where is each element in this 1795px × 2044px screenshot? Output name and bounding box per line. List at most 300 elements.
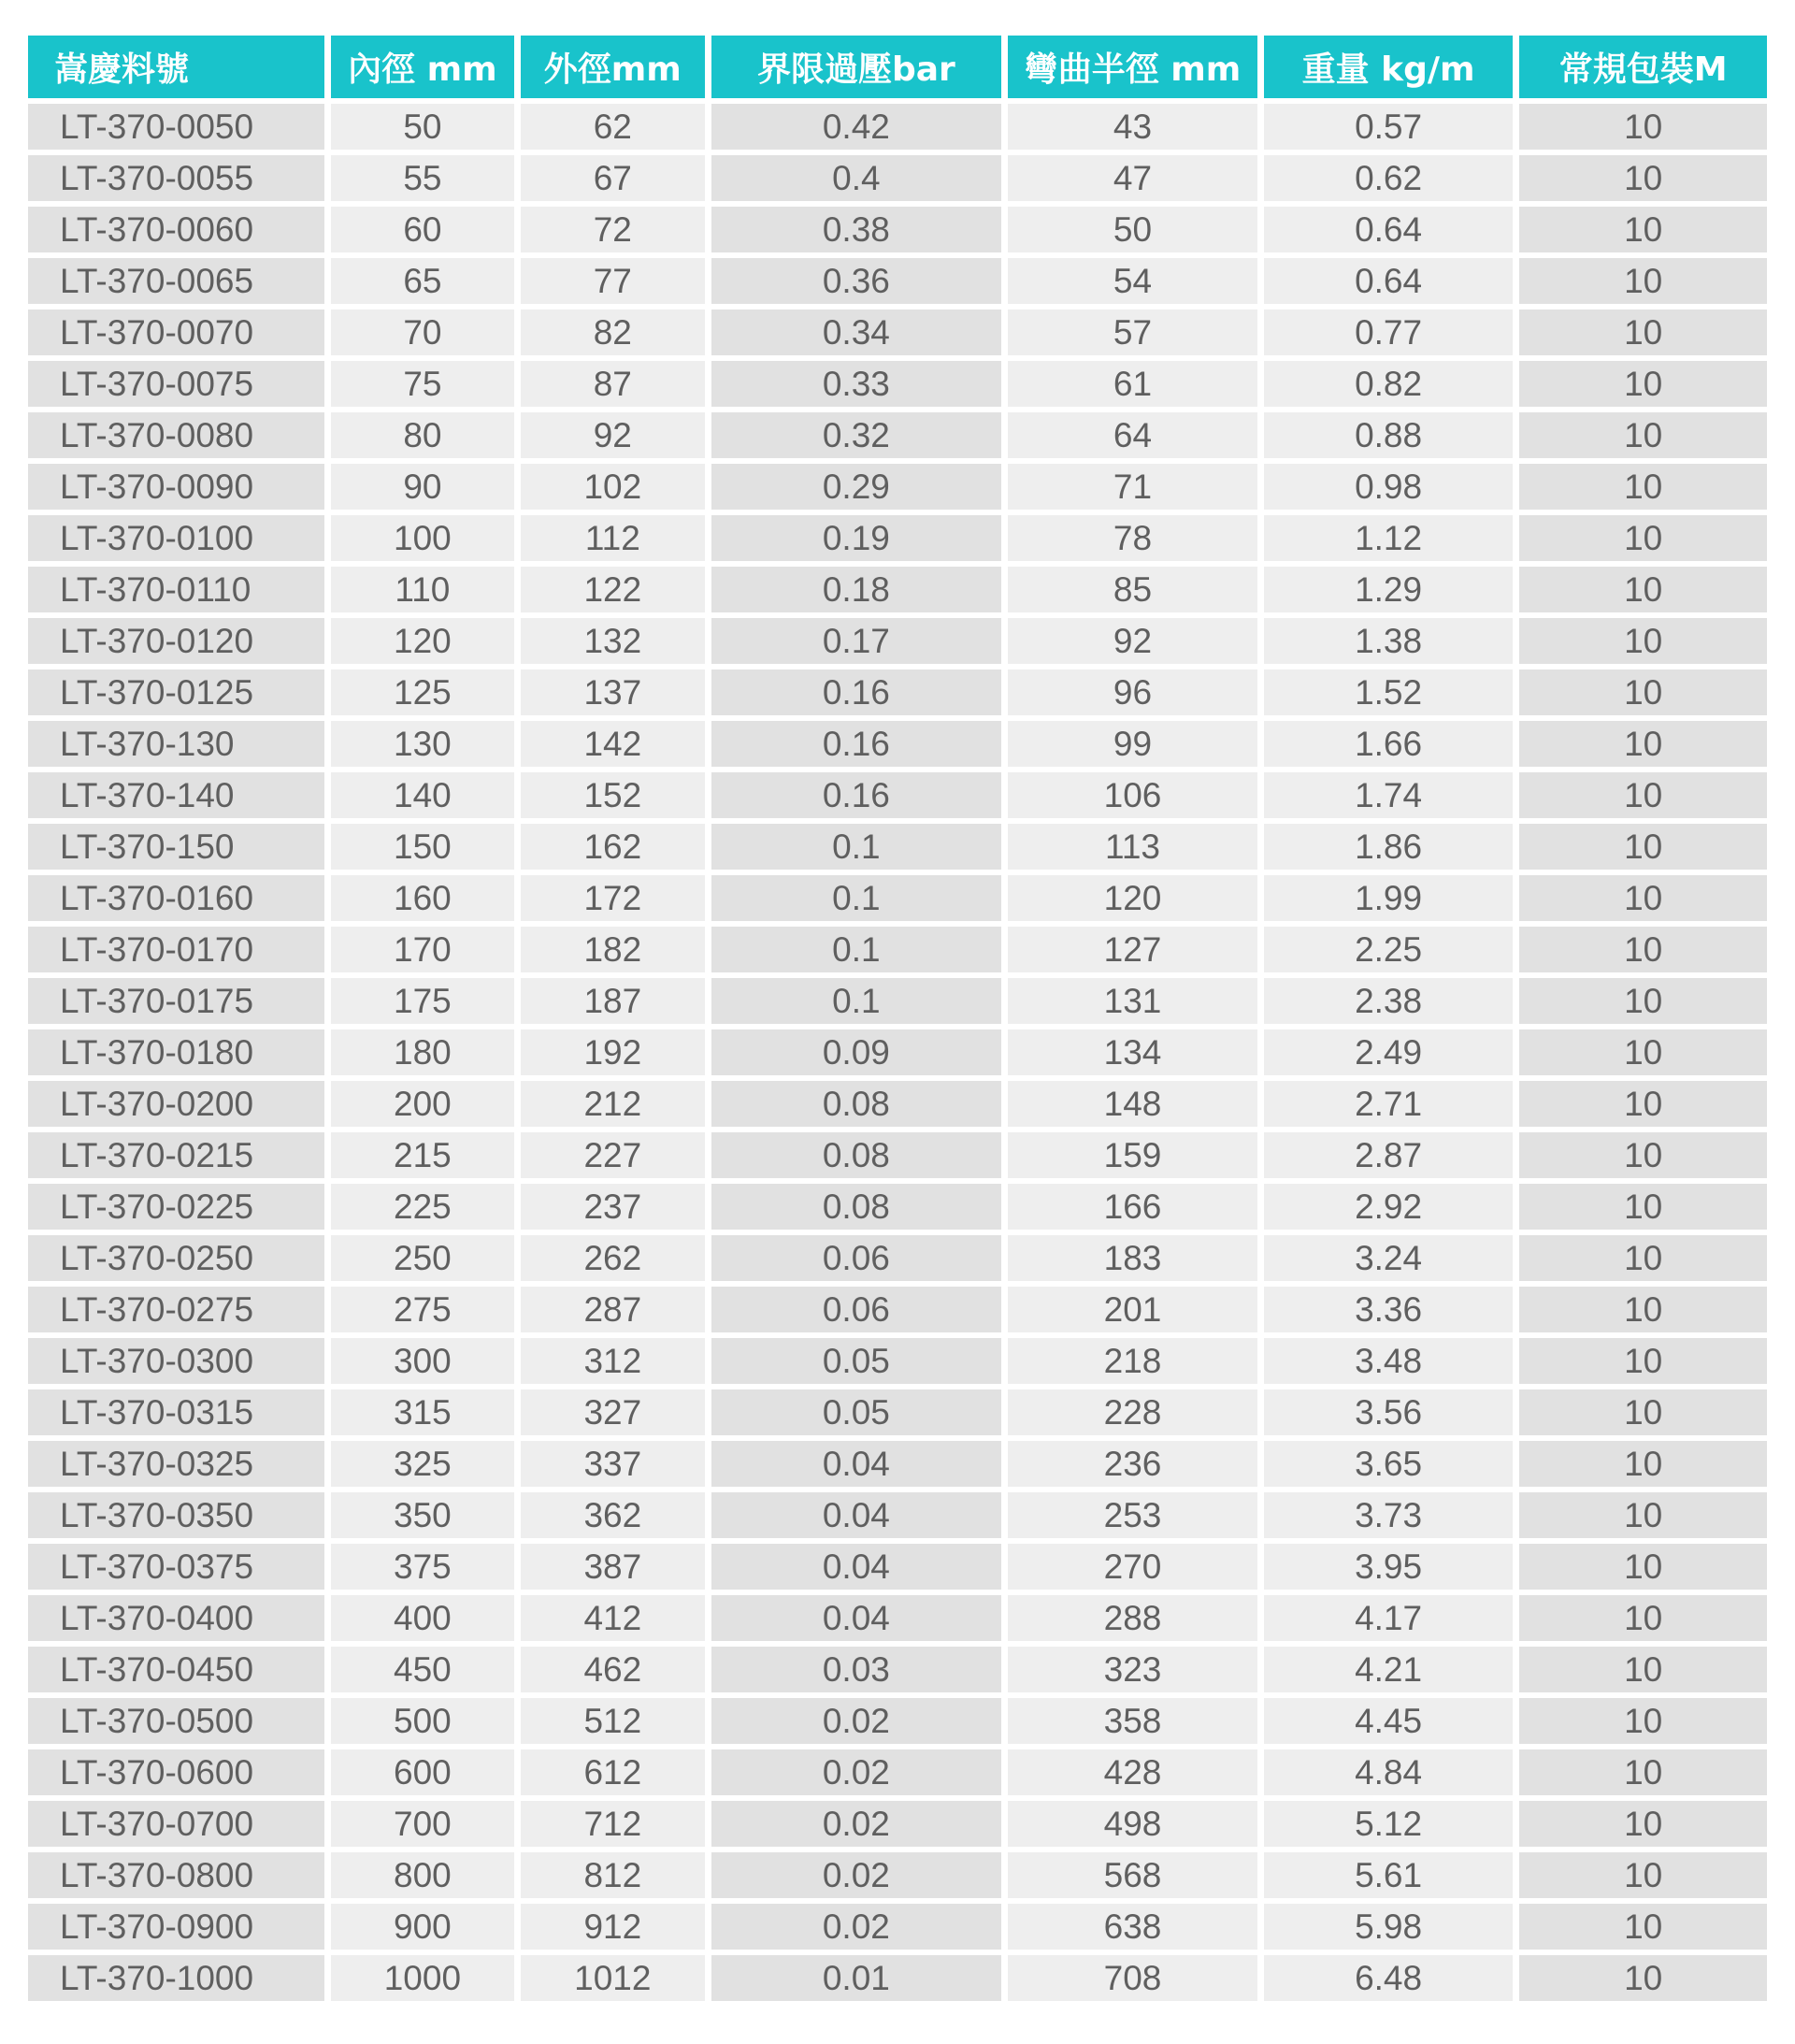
cell-package-length: 10 [1519, 515, 1767, 561]
table-row [28, 464, 1767, 510]
cell-part-number: LT-370-0215 [28, 1132, 324, 1178]
cell-limit-pressure: 0.04 [711, 1595, 1002, 1641]
cell-outer-diameter: 67 [521, 155, 704, 201]
cell-package-length: 10 [1519, 1647, 1767, 1692]
cell-bend-radius: 428 [1008, 1749, 1257, 1795]
cell-part-number: LT-370-0125 [28, 669, 324, 715]
header-row [28, 36, 1767, 98]
cell-outer-diameter: 462 [521, 1647, 704, 1692]
cell-limit-pressure: 0.03 [711, 1647, 1002, 1692]
cell-limit-pressure: 0.05 [711, 1338, 1002, 1384]
cell-limit-pressure: 0.29 [711, 464, 1002, 510]
cell-weight: 4.17 [1264, 1595, 1514, 1641]
cell-bend-radius: 113 [1008, 824, 1257, 870]
cell-inner-diameter: 120 [331, 618, 514, 664]
cell-package-length: 10 [1519, 1029, 1767, 1075]
cell-bend-radius: 270 [1008, 1544, 1257, 1590]
cell-package-length: 10 [1519, 207, 1767, 252]
cell-package-length: 10 [1519, 1955, 1767, 2001]
cell-outer-diameter: 92 [521, 412, 704, 458]
cell-inner-diameter: 150 [331, 824, 514, 870]
cell-weight: 0.62 [1264, 155, 1514, 201]
cell-inner-diameter: 250 [331, 1235, 514, 1281]
cell-part-number: LT-370-0055 [28, 155, 324, 201]
cell-weight: 4.84 [1264, 1749, 1514, 1795]
cell-part-number: LT-370-0900 [28, 1904, 324, 1950]
cell-package-length: 10 [1519, 1132, 1767, 1178]
cell-weight: 3.48 [1264, 1338, 1514, 1384]
cell-limit-pressure: 0.04 [711, 1441, 1002, 1487]
cell-outer-diameter: 337 [521, 1441, 704, 1487]
table-row [28, 1801, 1767, 1847]
cell-inner-diameter: 75 [331, 361, 514, 407]
table-row [28, 1184, 1767, 1230]
table-row [28, 1132, 1767, 1178]
cell-bend-radius: 358 [1008, 1698, 1257, 1744]
cell-outer-diameter: 132 [521, 618, 704, 664]
cell-limit-pressure: 0.33 [711, 361, 1002, 407]
cell-limit-pressure: 0.04 [711, 1544, 1002, 1590]
cell-outer-diameter: 262 [521, 1235, 704, 1281]
cell-outer-diameter: 212 [521, 1081, 704, 1127]
header-weight: 重量 kg/m [1264, 36, 1514, 98]
table-row [28, 1904, 1767, 1950]
cell-outer-diameter: 1012 [521, 1955, 704, 2001]
cell-limit-pressure: 0.02 [711, 1698, 1002, 1744]
table-row [28, 1492, 1767, 1538]
cell-package-length: 10 [1519, 669, 1767, 715]
cell-weight: 1.29 [1264, 567, 1514, 612]
table-row [28, 1081, 1767, 1127]
cell-bend-radius: 323 [1008, 1647, 1257, 1692]
table-row [28, 1029, 1767, 1075]
cell-package-length: 10 [1519, 1801, 1767, 1847]
cell-outer-diameter: 712 [521, 1801, 704, 1847]
cell-outer-diameter: 162 [521, 824, 704, 870]
table-row [28, 104, 1767, 150]
cell-limit-pressure: 0.16 [711, 772, 1002, 818]
cell-weight: 5.61 [1264, 1852, 1514, 1898]
cell-weight: 1.52 [1264, 669, 1514, 715]
table-body [28, 104, 1767, 2001]
cell-part-number: LT-370-0250 [28, 1235, 324, 1281]
cell-limit-pressure: 0.36 [711, 258, 1002, 304]
cell-inner-diameter: 800 [331, 1852, 514, 1898]
cell-package-length: 10 [1519, 978, 1767, 1024]
cell-outer-diameter: 412 [521, 1595, 704, 1641]
cell-bend-radius: 218 [1008, 1338, 1257, 1384]
cell-inner-diameter: 170 [331, 927, 514, 972]
cell-weight: 3.56 [1264, 1389, 1514, 1435]
cell-inner-diameter: 50 [331, 104, 514, 150]
cell-bend-radius: 57 [1008, 309, 1257, 355]
cell-outer-diameter: 102 [521, 464, 704, 510]
table-row [28, 155, 1767, 201]
cell-inner-diameter: 1000 [331, 1955, 514, 2001]
cell-inner-diameter: 100 [331, 515, 514, 561]
cell-inner-diameter: 350 [331, 1492, 514, 1538]
cell-package-length: 10 [1519, 1081, 1767, 1127]
cell-outer-diameter: 612 [521, 1749, 704, 1795]
cell-limit-pressure: 0.1 [711, 824, 1002, 870]
cell-weight: 2.25 [1264, 927, 1514, 972]
cell-package-length: 10 [1519, 1338, 1767, 1384]
cell-package-length: 10 [1519, 1184, 1767, 1230]
cell-part-number: LT-370-0315 [28, 1389, 324, 1435]
cell-weight: 3.95 [1264, 1544, 1514, 1590]
table-row [28, 1544, 1767, 1590]
cell-part-number: LT-370-0065 [28, 258, 324, 304]
cell-inner-diameter: 110 [331, 567, 514, 612]
cell-limit-pressure: 0.42 [711, 104, 1002, 150]
cell-bend-radius: 61 [1008, 361, 1257, 407]
cell-bend-radius: 54 [1008, 258, 1257, 304]
cell-part-number: LT-370-0375 [28, 1544, 324, 1590]
cell-part-number: LT-370-0050 [28, 104, 324, 150]
cell-weight: 3.24 [1264, 1235, 1514, 1281]
cell-weight: 1.86 [1264, 824, 1514, 870]
cell-bend-radius: 166 [1008, 1184, 1257, 1230]
table-row [28, 927, 1767, 972]
cell-weight: 4.21 [1264, 1647, 1514, 1692]
header-limit-pressure: 界限過壓bar [711, 36, 1002, 98]
cell-part-number: LT-370-140 [28, 772, 324, 818]
cell-bend-radius: 159 [1008, 1132, 1257, 1178]
cell-part-number: LT-370-0400 [28, 1595, 324, 1641]
table-row [28, 1647, 1767, 1692]
cell-package-length: 10 [1519, 1595, 1767, 1641]
cell-limit-pressure: 0.01 [711, 1955, 1002, 2001]
cell-inner-diameter: 315 [331, 1389, 514, 1435]
cell-outer-diameter: 112 [521, 515, 704, 561]
cell-outer-diameter: 327 [521, 1389, 704, 1435]
cell-limit-pressure: 0.06 [711, 1287, 1002, 1332]
cell-bend-radius: 148 [1008, 1081, 1257, 1127]
cell-limit-pressure: 0.32 [711, 412, 1002, 458]
cell-bend-radius: 498 [1008, 1801, 1257, 1847]
cell-inner-diameter: 225 [331, 1184, 514, 1230]
cell-bend-radius: 47 [1008, 155, 1257, 201]
cell-inner-diameter: 90 [331, 464, 514, 510]
cell-outer-diameter: 237 [521, 1184, 704, 1230]
cell-inner-diameter: 60 [331, 207, 514, 252]
cell-part-number: LT-370-0350 [28, 1492, 324, 1538]
cell-weight: 1.74 [1264, 772, 1514, 818]
cell-outer-diameter: 172 [521, 875, 704, 921]
table-row [28, 1441, 1767, 1487]
cell-inner-diameter: 375 [331, 1544, 514, 1590]
cell-weight: 6.48 [1264, 1955, 1514, 2001]
cell-limit-pressure: 0.08 [711, 1081, 1002, 1127]
cell-package-length: 10 [1519, 1441, 1767, 1487]
cell-package-length: 10 [1519, 1544, 1767, 1590]
table-row [28, 1595, 1767, 1641]
cell-limit-pressure: 0.1 [711, 875, 1002, 921]
cell-inner-diameter: 180 [331, 1029, 514, 1075]
cell-limit-pressure: 0.38 [711, 207, 1002, 252]
cell-bend-radius: 201 [1008, 1287, 1257, 1332]
cell-part-number: LT-370-0800 [28, 1852, 324, 1898]
cell-limit-pressure: 0.19 [711, 515, 1002, 561]
cell-part-number: LT-370-130 [28, 721, 324, 767]
cell-inner-diameter: 215 [331, 1132, 514, 1178]
cell-outer-diameter: 82 [521, 309, 704, 355]
cell-limit-pressure: 0.1 [711, 978, 1002, 1024]
cell-package-length: 10 [1519, 258, 1767, 304]
cell-weight: 4.45 [1264, 1698, 1514, 1744]
cell-bend-radius: 106 [1008, 772, 1257, 818]
cell-outer-diameter: 912 [521, 1904, 704, 1950]
cell-inner-diameter: 130 [331, 721, 514, 767]
cell-weight: 5.12 [1264, 1801, 1514, 1847]
table-row [28, 1955, 1767, 2001]
cell-bend-radius: 120 [1008, 875, 1257, 921]
table-row [28, 1235, 1767, 1281]
cell-weight: 0.77 [1264, 309, 1514, 355]
cell-bend-radius: 253 [1008, 1492, 1257, 1538]
table-row [28, 1698, 1767, 1744]
cell-package-length: 10 [1519, 309, 1767, 355]
cell-package-length: 10 [1519, 412, 1767, 458]
cell-bend-radius: 708 [1008, 1955, 1257, 2001]
cell-package-length: 10 [1519, 618, 1767, 664]
cell-inner-diameter: 300 [331, 1338, 514, 1384]
table-row [28, 721, 1767, 767]
cell-bend-radius: 638 [1008, 1904, 1257, 1950]
cell-inner-diameter: 325 [331, 1441, 514, 1487]
cell-outer-diameter: 312 [521, 1338, 704, 1384]
table-row [28, 772, 1767, 818]
table-row [28, 515, 1767, 561]
table-row [28, 1389, 1767, 1435]
cell-bend-radius: 71 [1008, 464, 1257, 510]
cell-outer-diameter: 387 [521, 1544, 704, 1590]
cell-part-number: LT-370-0700 [28, 1801, 324, 1847]
cell-part-number: LT-370-0300 [28, 1338, 324, 1384]
cell-limit-pressure: 0.18 [711, 567, 1002, 612]
cell-package-length: 10 [1519, 824, 1767, 870]
cell-limit-pressure: 0.16 [711, 669, 1002, 715]
cell-package-length: 10 [1519, 155, 1767, 201]
cell-weight: 2.87 [1264, 1132, 1514, 1178]
cell-limit-pressure: 0.08 [711, 1184, 1002, 1230]
cell-weight: 0.88 [1264, 412, 1514, 458]
cell-limit-pressure: 0.4 [711, 155, 1002, 201]
cell-outer-diameter: 227 [521, 1132, 704, 1178]
cell-weight: 1.99 [1264, 875, 1514, 921]
cell-bend-radius: 127 [1008, 927, 1257, 972]
table-row [28, 309, 1767, 355]
cell-inner-diameter: 125 [331, 669, 514, 715]
cell-inner-diameter: 55 [331, 155, 514, 201]
table-row [28, 1749, 1767, 1795]
cell-weight: 1.38 [1264, 618, 1514, 664]
header-bend-radius: 彎曲半徑 mm [1008, 36, 1257, 98]
cell-bend-radius: 134 [1008, 1029, 1257, 1075]
cell-part-number: LT-370-0170 [28, 927, 324, 972]
spec-sheet [28, 36, 1767, 2007]
table-row [28, 824, 1767, 870]
cell-limit-pressure: 0.09 [711, 1029, 1002, 1075]
cell-part-number: LT-370-0325 [28, 1441, 324, 1487]
cell-inner-diameter: 275 [331, 1287, 514, 1332]
cell-outer-diameter: 812 [521, 1852, 704, 1898]
cell-outer-diameter: 122 [521, 567, 704, 612]
cell-outer-diameter: 137 [521, 669, 704, 715]
cell-inner-diameter: 200 [331, 1081, 514, 1127]
cell-weight: 0.57 [1264, 104, 1514, 150]
cell-package-length: 10 [1519, 567, 1767, 612]
cell-inner-diameter: 140 [331, 772, 514, 818]
cell-inner-diameter: 500 [331, 1698, 514, 1744]
table-row [28, 1287, 1767, 1332]
cell-part-number: LT-370-0160 [28, 875, 324, 921]
header-package-length: 常規包裝M [1519, 36, 1767, 98]
cell-bend-radius: 568 [1008, 1852, 1257, 1898]
cell-bend-radius: 96 [1008, 669, 1257, 715]
table-row [28, 618, 1767, 664]
table-header [28, 36, 1767, 98]
table-row [28, 258, 1767, 304]
cell-bend-radius: 236 [1008, 1441, 1257, 1487]
cell-part-number: LT-370-0090 [28, 464, 324, 510]
cell-part-number: LT-370-0500 [28, 1698, 324, 1744]
cell-part-number: LT-370-0110 [28, 567, 324, 612]
cell-weight: 3.73 [1264, 1492, 1514, 1538]
cell-bend-radius: 85 [1008, 567, 1257, 612]
cell-weight: 0.64 [1264, 258, 1514, 304]
cell-part-number: LT-370-1000 [28, 1955, 324, 2001]
cell-bend-radius: 228 [1008, 1389, 1257, 1435]
cell-bend-radius: 183 [1008, 1235, 1257, 1281]
cell-weight: 0.82 [1264, 361, 1514, 407]
cell-limit-pressure: 0.34 [711, 309, 1002, 355]
cell-inner-diameter: 900 [331, 1904, 514, 1950]
cell-package-length: 10 [1519, 1698, 1767, 1744]
cell-weight: 0.98 [1264, 464, 1514, 510]
cell-package-length: 10 [1519, 1389, 1767, 1435]
header-part-number: 嵩慶料號 [28, 36, 324, 98]
cell-inner-diameter: 700 [331, 1801, 514, 1847]
cell-part-number: LT-370-0200 [28, 1081, 324, 1127]
cell-outer-diameter: 142 [521, 721, 704, 767]
cell-outer-diameter: 77 [521, 258, 704, 304]
cell-limit-pressure: 0.02 [711, 1904, 1002, 1950]
cell-weight: 2.71 [1264, 1081, 1514, 1127]
header-inner-diameter: 內徑 mm [331, 36, 514, 98]
table-row [28, 875, 1767, 921]
cell-part-number: LT-370-0600 [28, 1749, 324, 1795]
cell-package-length: 10 [1519, 1904, 1767, 1950]
cell-outer-diameter: 72 [521, 207, 704, 252]
table-row [28, 1852, 1767, 1898]
cell-package-length: 10 [1519, 875, 1767, 921]
cell-package-length: 10 [1519, 1852, 1767, 1898]
cell-outer-diameter: 87 [521, 361, 704, 407]
table-row [28, 669, 1767, 715]
cell-inner-diameter: 400 [331, 1595, 514, 1641]
cell-outer-diameter: 182 [521, 927, 704, 972]
cell-package-length: 10 [1519, 721, 1767, 767]
cell-inner-diameter: 160 [331, 875, 514, 921]
cell-part-number: LT-370-0070 [28, 309, 324, 355]
cell-part-number: LT-370-0180 [28, 1029, 324, 1075]
cell-bend-radius: 43 [1008, 104, 1257, 150]
cell-weight: 2.49 [1264, 1029, 1514, 1075]
cell-outer-diameter: 192 [521, 1029, 704, 1075]
cell-limit-pressure: 0.06 [711, 1235, 1002, 1281]
cell-package-length: 10 [1519, 927, 1767, 972]
table-row [28, 567, 1767, 612]
cell-package-length: 10 [1519, 772, 1767, 818]
cell-part-number: LT-370-0060 [28, 207, 324, 252]
cell-package-length: 10 [1519, 1287, 1767, 1332]
cell-bend-radius: 50 [1008, 207, 1257, 252]
cell-limit-pressure: 0.1 [711, 927, 1002, 972]
cell-package-length: 10 [1519, 1492, 1767, 1538]
cell-limit-pressure: 0.04 [711, 1492, 1002, 1538]
cell-outer-diameter: 187 [521, 978, 704, 1024]
cell-limit-pressure: 0.17 [711, 618, 1002, 664]
cell-part-number: LT-370-0120 [28, 618, 324, 664]
cell-inner-diameter: 450 [331, 1647, 514, 1692]
table-row [28, 412, 1767, 458]
cell-part-number: LT-370-150 [28, 824, 324, 870]
cell-bend-radius: 288 [1008, 1595, 1257, 1641]
cell-part-number: LT-370-0175 [28, 978, 324, 1024]
cell-bend-radius: 99 [1008, 721, 1257, 767]
header-outer-diameter: 外徑mm [521, 36, 704, 98]
cell-part-number: LT-370-0075 [28, 361, 324, 407]
cell-part-number: LT-370-0100 [28, 515, 324, 561]
cell-inner-diameter: 65 [331, 258, 514, 304]
cell-bend-radius: 92 [1008, 618, 1257, 664]
cell-weight: 3.36 [1264, 1287, 1514, 1332]
table-row [28, 1338, 1767, 1384]
cell-weight: 5.98 [1264, 1904, 1514, 1950]
cell-bend-radius: 64 [1008, 412, 1257, 458]
cell-limit-pressure: 0.05 [711, 1389, 1002, 1435]
cell-limit-pressure: 0.02 [711, 1852, 1002, 1898]
cell-outer-diameter: 287 [521, 1287, 704, 1332]
cell-package-length: 10 [1519, 1749, 1767, 1795]
cell-weight: 1.66 [1264, 721, 1514, 767]
cell-inner-diameter: 80 [331, 412, 514, 458]
cell-limit-pressure: 0.16 [711, 721, 1002, 767]
cell-package-length: 10 [1519, 104, 1767, 150]
cell-weight: 1.12 [1264, 515, 1514, 561]
table-row [28, 207, 1767, 252]
cell-weight: 2.38 [1264, 978, 1514, 1024]
cell-weight: 0.64 [1264, 207, 1514, 252]
cell-part-number: LT-370-0225 [28, 1184, 324, 1230]
table-row [28, 978, 1767, 1024]
cell-outer-diameter: 62 [521, 104, 704, 150]
cell-outer-diameter: 152 [521, 772, 704, 818]
cell-part-number: LT-370-0275 [28, 1287, 324, 1332]
cell-part-number: LT-370-0450 [28, 1647, 324, 1692]
cell-inner-diameter: 175 [331, 978, 514, 1024]
cell-limit-pressure: 0.08 [711, 1132, 1002, 1178]
cell-weight: 2.92 [1264, 1184, 1514, 1230]
cell-inner-diameter: 70 [331, 309, 514, 355]
table-row [28, 361, 1767, 407]
hose-spec-table [22, 30, 1773, 2007]
cell-outer-diameter: 362 [521, 1492, 704, 1538]
cell-package-length: 10 [1519, 464, 1767, 510]
cell-limit-pressure: 0.02 [711, 1801, 1002, 1847]
cell-limit-pressure: 0.02 [711, 1749, 1002, 1795]
